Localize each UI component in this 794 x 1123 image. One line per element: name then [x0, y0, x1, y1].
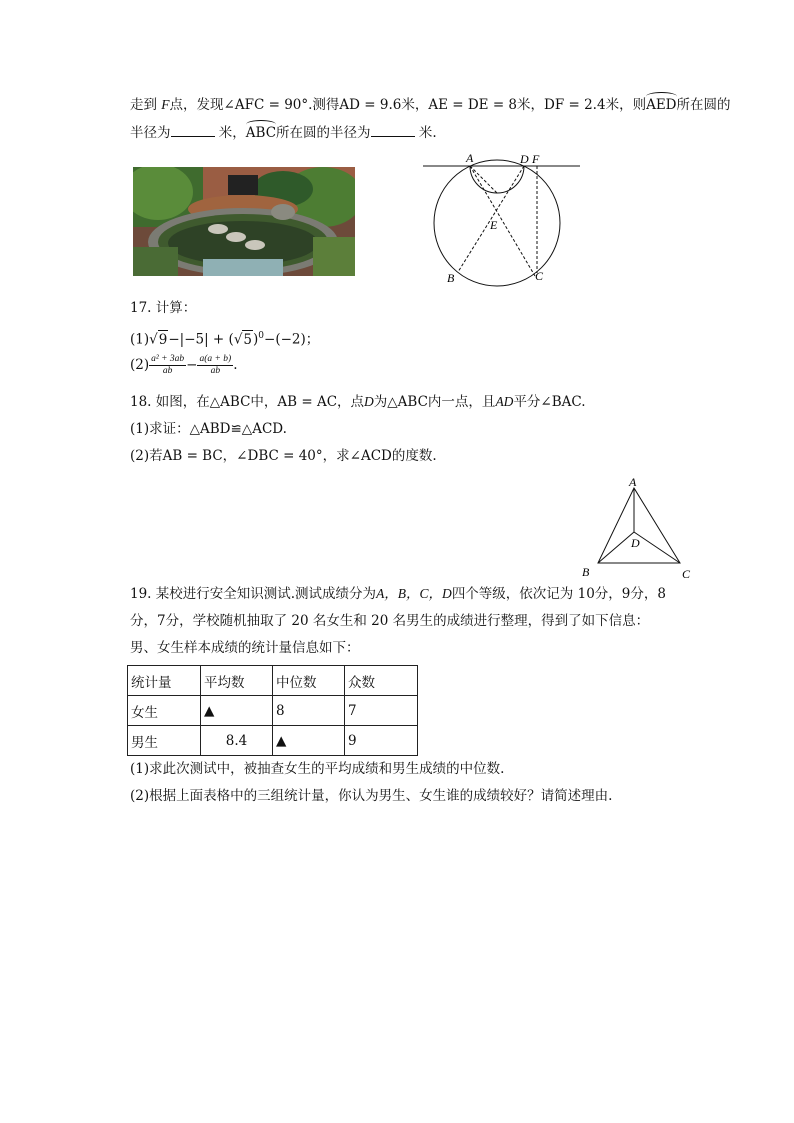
- stats-table: [127, 665, 418, 756]
- table-row: 男生 8.4 ▲ 9: [128, 726, 418, 756]
- q19-line3: 男、女生样本成绩的统计量信息如下：: [130, 640, 360, 656]
- arc-abc: ABC: [245, 125, 277, 141]
- q18-part1: (1)求证：△ABD≌△ACD.: [130, 421, 287, 437]
- arc-aed: AED: [646, 97, 677, 113]
- q19-line2: 分，7分，学校随机抽取了 20 名女生和 20 名男生的成绩进行整理，得到了如下信息：: [130, 613, 650, 629]
- answer-blank-2: [371, 124, 415, 137]
- q18-part2: (2)若AB = BC，∠DBC = 40°，求∠ACD的度数.: [130, 448, 437, 464]
- q19-part1: (1)求此次测试中，被抽查女生的平均成绩和男生成绩的中位数.: [130, 761, 505, 777]
- fraction-1: $\frac{\text{a² + 3ab}}{ab}$: [151, 354, 185, 376]
- label-b: B: [447, 271, 455, 285]
- answer-blank-1: [171, 124, 215, 137]
- circle-geometry-diagram: [420, 148, 590, 288]
- q16-line1: 走到 F点，发现∠AFC = 90°.测得AD = 9.6米，AE = DE = 8米，DF = 2.4米，则AED所在圆的: [130, 97, 731, 113]
- table-header-row: 统计量 平均数 中位数 众数: [128, 666, 418, 696]
- var-f: F: [161, 97, 170, 112]
- label-a: A: [466, 151, 474, 165]
- label-c: C: [682, 567, 691, 581]
- label-e: E: [490, 218, 498, 232]
- q19-line1: 19. 某校进行安全知识测试.测试成绩分为A，B，C，D四个等级，依次记为 10分，9分，8: [130, 586, 666, 602]
- table-row: 女生 ▲ 8 7: [128, 696, 418, 726]
- q17-part2: (2) $\frac{\text{a² + 3ab}}{ab}$ − $\frac{a(a + b)}{ab}$ .: [130, 354, 238, 376]
- label-a: A: [629, 475, 637, 489]
- garden-pond-illustration: [133, 167, 355, 276]
- q17-part1: $(1)√9-|-5| + (√5)^0-(-2)$；: [130, 331, 320, 348]
- label-d: D: [631, 536, 640, 550]
- label-d: D: [520, 152, 529, 166]
- q16-line2: 半径为 米，ABC所在圆的半径为 米.: [130, 125, 437, 141]
- segment-bd: [598, 532, 634, 563]
- fraction-2: $\frac{a(a + b)}{ab}$: [199, 354, 232, 376]
- q19-part2: (2)根据上面表格中的三组统计量，你认为男生、女生谁的成绩较好？请简述理由.: [130, 788, 613, 804]
- q17-title: 17. 计算：: [130, 300, 197, 316]
- triangle-diagram: [578, 474, 696, 584]
- label-c: C: [535, 269, 544, 283]
- q18-line1: 18. 如图，在△ABC中，AB = AC，点D为△ABC内一点，且AD平分∠BAC.: [130, 394, 586, 410]
- garden-pond-photo: [133, 167, 355, 276]
- label-f: F: [532, 152, 540, 166]
- label-b: B: [582, 565, 590, 579]
- sqrt-9: 9: [158, 331, 168, 348]
- sqrt-5: 5: [243, 331, 253, 348]
- dashed-ac: [470, 166, 535, 276]
- segment-cd: [634, 532, 680, 563]
